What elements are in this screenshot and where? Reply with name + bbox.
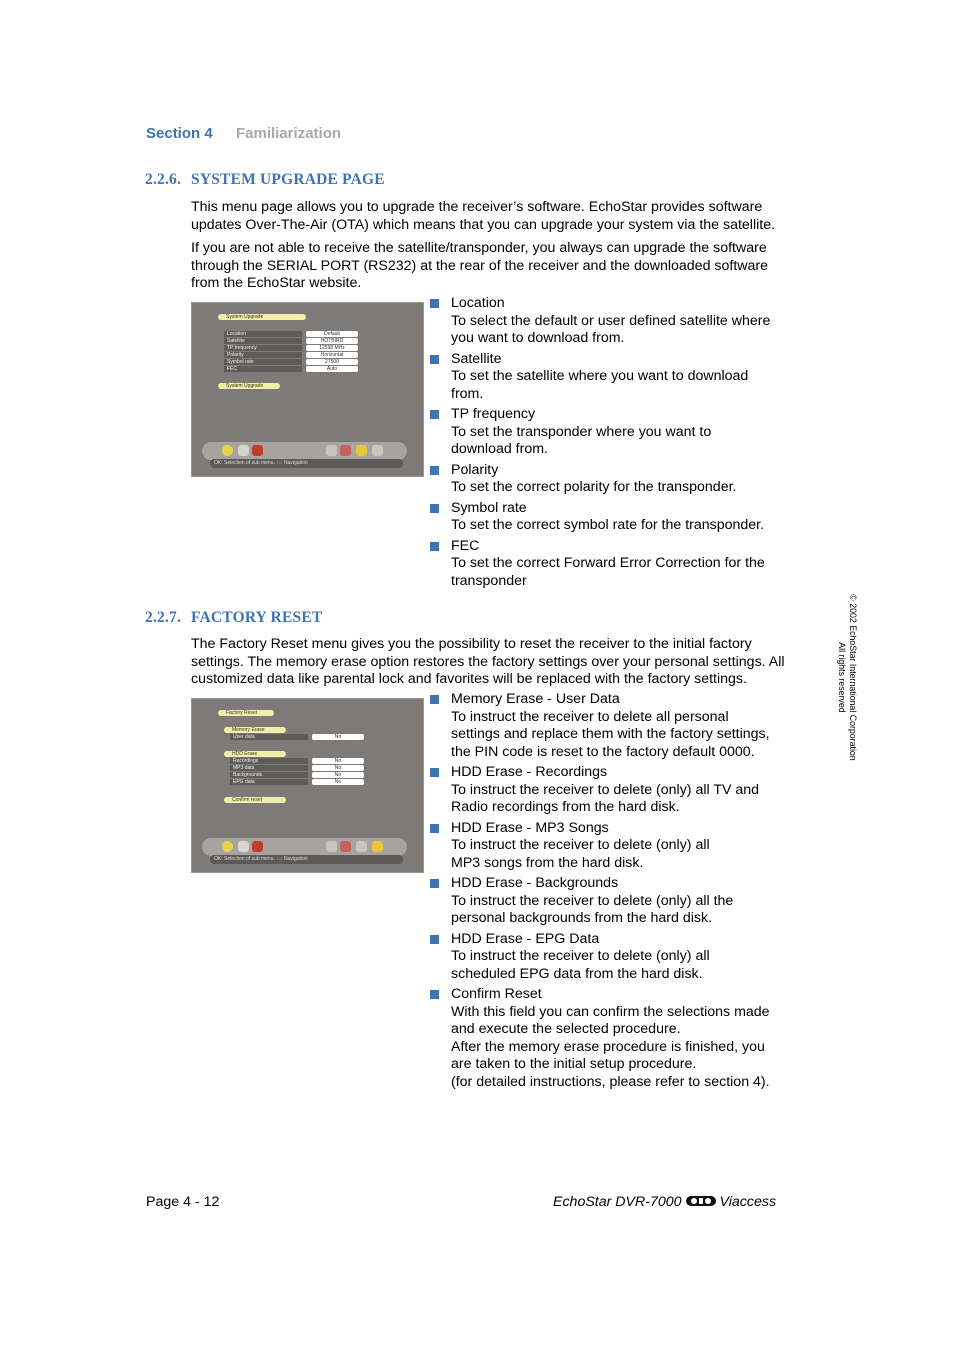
list-item [430, 691, 790, 761]
copyright-line-2: All rights reserved [837, 642, 847, 713]
row-value: Horizontal [306, 352, 358, 358]
edit-icon [340, 445, 351, 456]
download-icon [356, 841, 367, 852]
row-label: Location [224, 331, 302, 337]
screen-row [230, 772, 370, 778]
screen-row [230, 734, 370, 740]
list-item [430, 931, 790, 984]
bullet-square-icon [430, 355, 439, 364]
item-title: Confirm Reset [451, 986, 542, 1002]
upgrade-paragraph-2: If you are not able to receive the satellite/transponder, you always can upgrade the software through the SERIAL PORT (RS232) at the rear of the receiver and the downloaded software from the EchoStar website. [191, 240, 769, 291]
item-title: HDD Erase - MP3 Songs [451, 819, 609, 836]
item-title: Memory Erase - User Data [451, 691, 620, 707]
smiley-icon [222, 445, 233, 456]
row-label: Recordings [230, 758, 308, 764]
download-icon [356, 445, 367, 456]
screen-group-memory-erase: Memory Erase [224, 727, 286, 733]
screen-title: Factory Reset [218, 710, 274, 716]
row-value: No [312, 758, 364, 764]
brand-name: Viaccess [719, 1194, 777, 1210]
screen-title: System Upgrade [218, 314, 306, 320]
row-label: MP3 data [230, 765, 308, 771]
copyright-notice [836, 585, 858, 770]
edit-icon [340, 841, 351, 852]
item-description: To set the correct Forward Error Correction for the transponder [451, 555, 765, 589]
row-label: Symbol rate [224, 359, 302, 365]
screen-group-hdd-erase: HDD Erase [224, 751, 286, 757]
row-value: HOTBIRD [306, 338, 358, 344]
bullet-square-icon [430, 504, 439, 513]
heading-title: SYSTEM UPGRADE PAGE [191, 171, 385, 188]
row-label: Satellite [224, 338, 302, 344]
screen-status: OK: Selection of sub menu. ↑↓: Navigation [210, 855, 403, 864]
upgrade-bullet-list [430, 295, 790, 590]
item-description: To set the correct symbol rate for the transponder. [451, 517, 765, 533]
list-item [430, 538, 790, 591]
smiley-icon [222, 841, 233, 852]
row-label: FEC [224, 366, 302, 372]
row-label: EPG data [230, 779, 308, 785]
tv-icon [238, 841, 249, 852]
list-item [430, 820, 790, 873]
screen-row [230, 779, 370, 785]
item-description: With this field you can confirm the selections made and execute the selected procedure. After the memory erase procedure is finished, you are taken to the initial setup procedure. (for detailed instructions, please refer to section 4). [451, 1003, 770, 1090]
upgrade-paragraph-1: This menu page allows you to upgrade the receiver’s software. EchoStar provides software updates Over-The-Air (OTA) which means that you can upgrade your system via the satellite. [191, 199, 776, 233]
row-value: No [312, 734, 364, 740]
screen-status: OK: Selection of sub menu. ↑↓: Navigation [210, 459, 403, 468]
item-description: To instruct the receiver to delete all personal settings and replace them with the factory settings, the PIN code is reset to the factory default 0000. [451, 708, 770, 760]
row-value: Default [306, 331, 358, 337]
bullet-square-icon [430, 935, 439, 944]
item-title: Location [451, 295, 505, 311]
item-title: FEC [451, 537, 480, 554]
bullet-square-icon [430, 410, 439, 419]
item-title: HDD Erase - Recordings [451, 764, 608, 780]
heading-factory-reset [145, 609, 322, 627]
tools-icon [326, 445, 337, 456]
list-item [430, 406, 790, 459]
screen-action: System Upgrade [218, 383, 280, 389]
product-name: EchoStar DVR-7000 [553, 1194, 682, 1210]
row-value: 27500 [306, 359, 358, 365]
screen-toolbar [202, 442, 407, 460]
bullet-square-icon [430, 879, 439, 888]
heading-number: 2.2.6. [145, 171, 182, 188]
viaccess-logo-icon [686, 1195, 716, 1207]
heading-number: 2.2.7. [145, 609, 182, 626]
bullet-square-icon [430, 299, 439, 308]
row-label: Polarity [224, 352, 302, 358]
tools-icon [326, 841, 337, 852]
screen-row [224, 345, 364, 351]
screen-action: Confirm reset [224, 797, 286, 803]
item-description: To instruct the receiver to delete (only) all the personal backgrounds from the hard disk. [451, 892, 734, 926]
factory-reset-screenshot [191, 698, 424, 873]
row-value: No [312, 772, 364, 778]
list-item [430, 351, 790, 404]
screen-toolbar [202, 838, 407, 856]
bullet-square-icon [430, 542, 439, 551]
item-description: To select the default or user defined satellite where you want to download from. [451, 312, 771, 346]
list-item [430, 986, 790, 1091]
reset-paragraph-1: The Factory Reset menu gives you the possibility to reset the receiver to the initial factory settings. The memory erase option restores the factory settings over your personal settings. All customized data like parental lock and favorites will be replaced with the factory settings. [191, 636, 785, 687]
system-upgrade-screenshot [191, 302, 424, 477]
screen-row [230, 765, 370, 771]
section-label: Section 4 [146, 125, 213, 142]
tv-icon [238, 445, 249, 456]
item-description: To set the satellite where you want to download from. [451, 368, 749, 402]
item-description: To instruct the receiver to delete (only) all MP3 songs from the hard disk. [451, 837, 710, 871]
item-title: Satellite [451, 350, 502, 367]
screen-row [224, 338, 364, 344]
item-title: HDD Erase - Backgrounds [451, 875, 619, 891]
bullet-square-icon [430, 466, 439, 475]
speaker-icon [252, 445, 263, 456]
list-item [430, 500, 790, 535]
bullet-square-icon [430, 695, 439, 704]
row-value: Auto [306, 366, 358, 372]
reset-icon [372, 841, 383, 852]
row-label: User data [230, 734, 308, 740]
list-item [430, 875, 790, 928]
list-item [430, 462, 790, 497]
copyright-line-1: © 2002 EchoStar International Corporation [848, 594, 858, 761]
row-value: 12598 MHz [306, 345, 358, 351]
item-description: To instruct the receiver to delete (only) all TV and Radio recordings from the hard disk. [451, 781, 760, 815]
row-label: Backgrounds [230, 772, 308, 778]
chapter-title: Familiarization [236, 125, 342, 142]
screen-row [224, 359, 364, 365]
screen-row [224, 366, 364, 372]
item-title: Polarity [451, 461, 499, 478]
heading-title: FACTORY RESET [191, 609, 323, 626]
list-item [430, 295, 790, 348]
item-title: Symbol rate [451, 499, 527, 516]
screen-row [224, 352, 364, 358]
bullet-square-icon [430, 990, 439, 999]
item-description: To set the transponder where you want to download from. [451, 423, 712, 457]
reset-icon [372, 445, 383, 456]
list-item [430, 764, 790, 817]
product-footer [553, 1194, 776, 1210]
screen-row [230, 758, 370, 764]
screen-row [224, 331, 364, 337]
reset-bullet-list [430, 691, 790, 1091]
item-description: To set the correct polarity for the transponder. [451, 479, 737, 495]
heading-system-upgrade [145, 171, 385, 189]
row-label: TP frequency [224, 345, 302, 351]
item-title: TP frequency [451, 406, 536, 422]
bullet-square-icon [430, 824, 439, 833]
page-number: Page 4 - 12 [146, 1194, 220, 1210]
row-value: No [312, 779, 364, 785]
bullet-square-icon [430, 768, 439, 777]
item-description: To instruct the receiver to delete (only) all scheduled EPG data from the hard disk. [451, 948, 710, 982]
row-value: No [312, 765, 364, 771]
item-title: HDD Erase - EPG Data [451, 930, 600, 947]
speaker-icon [252, 841, 263, 852]
